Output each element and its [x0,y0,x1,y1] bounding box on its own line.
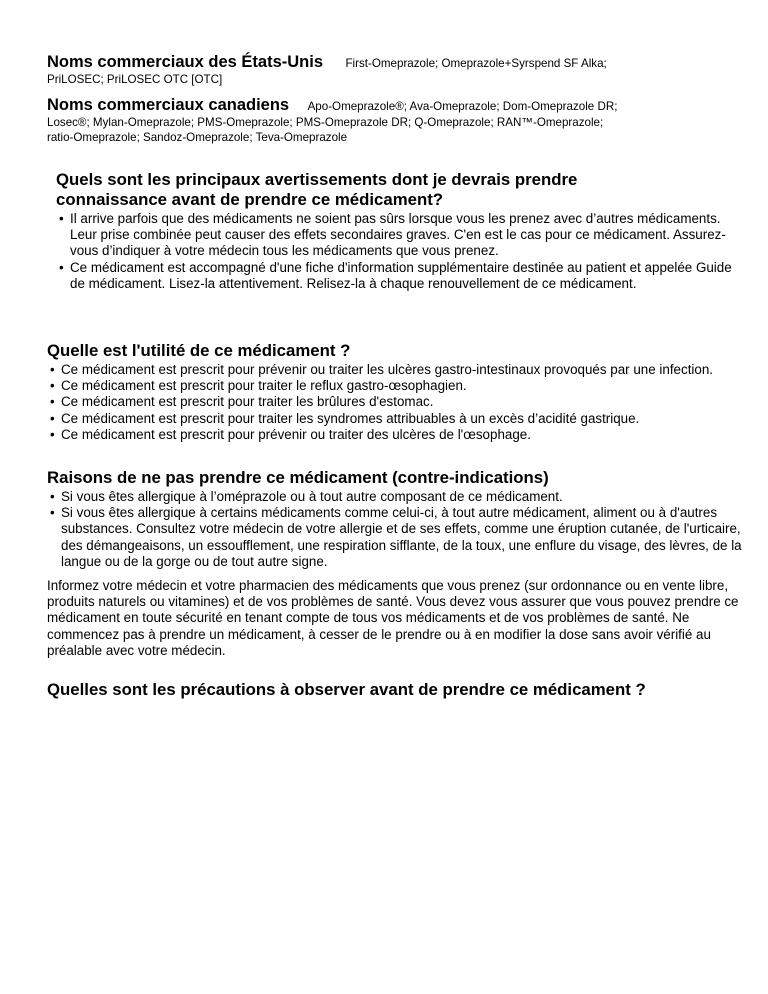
use-item: • Ce médicament est prescrit pour prévenir ou traiter des ulcères de l'œsophage. [47,427,747,443]
contraindication-item: • Si vous êtes allergique à l’oméprazole ou à tout autre composant de ce médicament. [47,489,747,505]
use-item: • Ce médicament est prescrit pour traiter les syndromes attribuables à un excès d’acidité gastrique. [47,411,747,427]
warning-item: • Il arrive parfois que des médicaments ne soient pas sûrs lorsque vous les prenez avec d’autres médicaments. Leur prise combinée peut causer des effets secondaires graves. C'en est le cas pour ce médicament. Assurez-vous d’indiquer à votre médecin tous les médicaments que vous prenez. [56,211,736,260]
uses-heading: Quelle est l'utilité de ce médicament ? [47,341,351,360]
warnings-list [56,211,736,292]
use-item: • Ce médicament est prescrit pour traiter le reflux gastro-œsophagien. [47,378,747,394]
us-brand-names [47,53,737,87]
uses-section [47,341,747,443]
contraindications-list [47,489,747,570]
contraindications-heading: Raisons de ne pas prendre ce médicament (contre-indications) [47,468,549,487]
precautions-section [47,680,747,700]
precautions-heading: Quelles sont les précautions à observer avant de prendre ce médicament ? [47,680,646,699]
uses-list [47,362,747,443]
canadian-brand-title: Noms commerciaux canadiens [47,96,290,114]
use-item: • Ce médicament est prescrit pour traiter les brûlures d'estomac. [47,394,747,410]
use-item: • Ce médicament est prescrit pour prévenir ou traiter les ulcères gastro-intestinaux provoqués par une infection. [47,362,747,378]
us-brand-list-line2: PriLOSEC; PriLOSEC OTC [OTC] [47,73,223,86]
warnings-heading: Quels sont les principaux avertissements dont je devrais prendre connaissance avant de prendre ce médicament? [56,170,578,209]
warning-item: • Ce médicament est accompagné d'une fiche d'information supplémentaire destinée au patient et appelée Guide de médicament. Lisez-la attentivement. Relisez-la à chaque renouvellement de ce médicament. [56,260,736,292]
canadian-brand-list-line3: ratio-Omeprazole; Sandoz-Omeprazole; Teva-Omeprazole [47,131,348,144]
canadian-brand-list-line1: Apo-Omeprazole®; Ava-Omeprazole; Dom-Omeprazole DR; [307,100,618,113]
us-brand-title: Noms commerciaux des États-Unis [47,53,324,71]
canadian-brand-names [47,96,737,145]
canadian-brand-list-line2: Losec®; Mylan-Omeprazole; PMS-Omeprazole; PMS-Omeprazole DR; Q-Omeprazole; RAN™-Omeprazole; [47,116,604,129]
contraindication-item: • Si vous êtes allergique à certains médicaments comme celui-ci, à tout autre médicament, aliment ou à d'autres substances. Consultez votre médecin de votre allergie et de ses effets, comme une éruption cutanée, de l'urticaire, des démangeaisons, un essoufflement, une respiration sifflante, de la toux, une enflure du visage, des lèvres, de la langue ou de la gorge ou de tout autre signe. [47,505,747,570]
us-brand-list-line1: First-Omeprazole; Omeprazole+Syrspend SF Alka; [345,57,607,70]
warnings-section [56,170,736,292]
contraindications-section [47,468,747,570]
informez-paragraph: Informez votre médecin et votre pharmacien des médicaments que vous prenez (sur ordonnance ou en vente libre, produits naturels ou vitamines) et de vos problèmes de santé. Vous devez vous assurer que vous pouvez prendre ce médicament en toute sécurité en tenant compte de tous vos médicaments et de vos problèmes de santé. Ne commencez pas à prendre un médicament, à cesser de le prendre ou à en modifier la dose sans avoir vérifié au préalable avec votre médecin. [47,578,739,658]
